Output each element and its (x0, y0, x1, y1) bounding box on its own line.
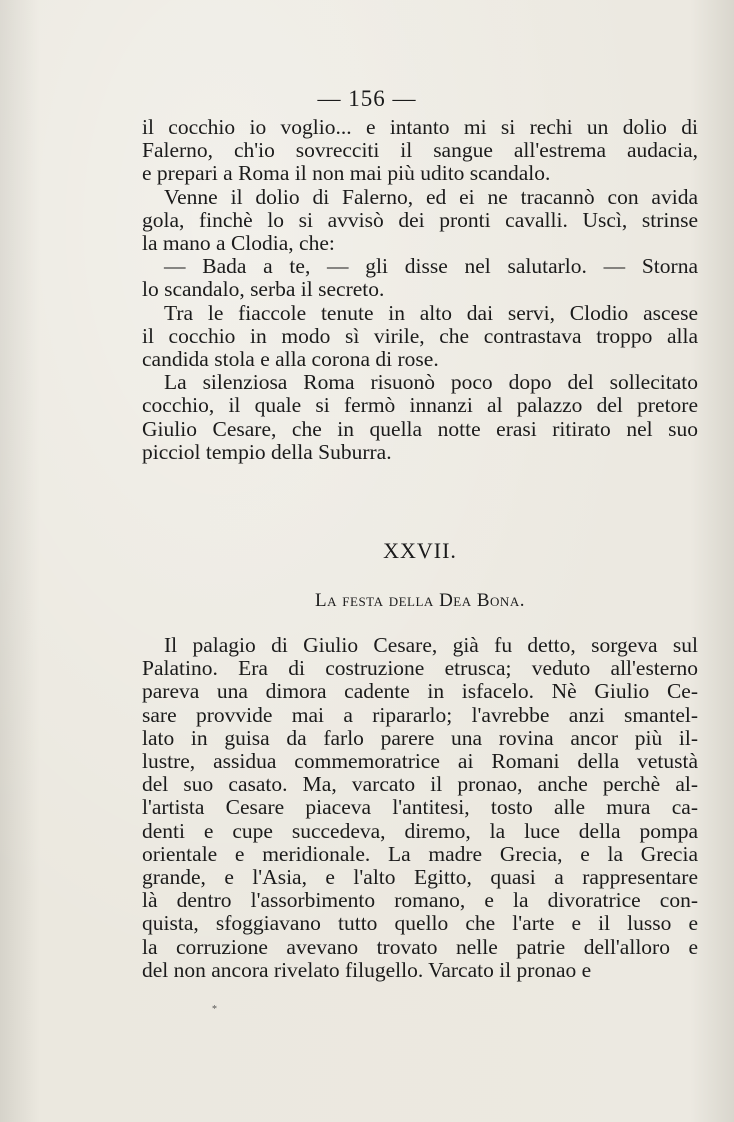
text-line: Venne il dolio di Falerno, ed ei ne tracannò con avida (164, 184, 698, 209)
text-line: là dentro l'assorbimento romano, e la divoratrice con- (142, 888, 698, 913)
text-line: lustre, assidua commemoratrice ai Romani della vetustà (142, 749, 698, 774)
text-block-bottom (142, 634, 698, 982)
text-line: pareva una dimora cadente in isfacelo. Nè Giulio Ce- (142, 679, 698, 704)
text-line: grande, e l'Asia, e l'alto Egitto, quasi a rappresentare (142, 865, 698, 890)
paragraph (142, 302, 698, 372)
text-line: la corruzione avevano trovato nelle patrie dell'alloro e (142, 934, 698, 959)
text-line: denti e cupe succedeva, diremo, la luce della pompa (142, 818, 698, 843)
page-number: — 156 — (317, 86, 417, 111)
text-line: Falerno, ch'io sovrecciti il sangue all'estrema audacia, (142, 138, 698, 163)
text-line: Il palagio di Giulio Cesare, già fu detto, sorgeva sul (164, 633, 698, 657)
text-line: Tra le fiaccole tenute in alto dai servi, Clodio ascese (164, 300, 698, 325)
chapter-title: La festa della Dea Bona. (315, 590, 525, 611)
text-line: — Bada a te, — gli disse nel salutarlo. — Storna (164, 254, 698, 279)
text-line: del non ancora rivelato filugello. Varcato il pronao e (142, 957, 592, 982)
paragraph (142, 255, 698, 301)
text-line: candida stola e alla corona di rose. (142, 347, 439, 372)
chapter-number: XXVII. (383, 538, 457, 563)
text-line: lato in guisa da farlo parere una rovina ancor più il- (142, 725, 698, 750)
paragraph (142, 371, 698, 464)
text-line: orientale e meridionale. La madre Grecia, e la Grecia (142, 841, 698, 866)
text-line: gola, finchè lo si avvisò dei pronti cavalli. Uscì, strinse (142, 207, 698, 232)
text-line: la mano a Clodia, che: (142, 231, 335, 256)
text-line: Palatino. Era di costruzione etrusca; veduto all'esterno (142, 656, 698, 681)
text-line: sare provvide mai a ripararlo; l'avrebbe anzi smantel- (142, 702, 698, 727)
text-line: lo scandalo, serba il secreto. (142, 277, 385, 302)
text-line: Giulio Cesare, che in quella notte erasi ritirato nel suo (142, 416, 698, 441)
text-line: del suo casato. Ma, varcato il pronao, anche perchè al- (142, 772, 698, 797)
text-line: il cocchio io voglio... e intanto mi si rechi un dolio di (142, 115, 698, 139)
text-line: l'artista Cesare piaceva l'antitesi, tosto alle mura ca- (142, 795, 698, 820)
text-line: cocchio, il quale si fermò innanzi al palazzo del pretore (142, 393, 698, 418)
stray-print-mark: * (212, 1004, 217, 1015)
text-line: quista, sfoggiavano tutto quello che l'arte e il lusso e (142, 911, 698, 936)
paragraph (142, 186, 698, 256)
text-line: La silenziosa Roma risuonò poco dopo del sollecitato (164, 370, 698, 395)
text-line: picciol tempio della Suburra. (142, 439, 392, 464)
text-block-top (142, 116, 698, 464)
text-line: e prepari a Roma il non mai più udito scandalo. (142, 161, 551, 186)
paragraph (142, 634, 698, 982)
text-line: il cocchio in modo sì virile, che contrastava troppo alla (142, 323, 698, 348)
paragraph (142, 116, 698, 186)
